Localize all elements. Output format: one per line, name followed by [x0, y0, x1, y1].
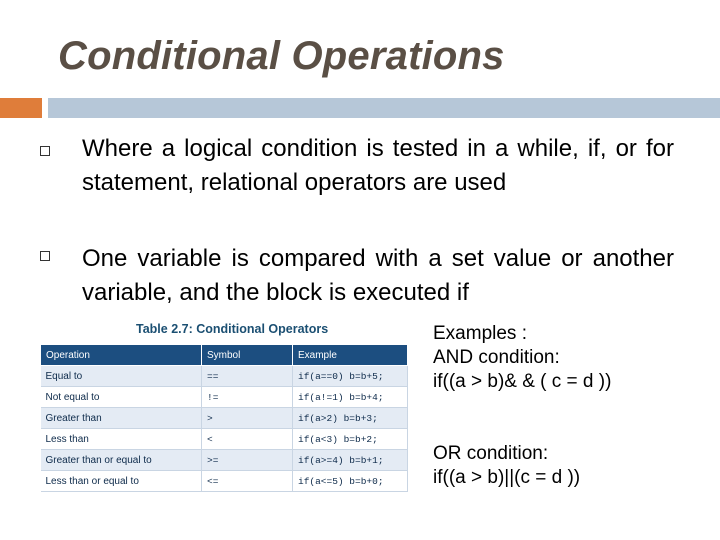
- cell-symbol: >: [202, 408, 293, 429]
- examples-block: [433, 322, 611, 490]
- cell-symbol: <: [202, 429, 293, 450]
- cell-example: if(a>=4) b=b+1;: [293, 450, 408, 471]
- cell-symbol: ==: [202, 366, 293, 387]
- cell-operation: Equal to: [41, 366, 202, 387]
- cell-symbol: !=: [202, 387, 293, 408]
- accent-bar-blue: [48, 98, 720, 118]
- table-row: [41, 450, 408, 471]
- slide-title: Conditional Operations: [58, 34, 505, 78]
- table-row: [41, 366, 408, 387]
- or-condition-code: if((a > b)||(c = d )): [433, 467, 581, 488]
- table-row: [41, 408, 408, 429]
- square-bullet-icon: [40, 251, 50, 261]
- cell-example: if(a!=1) b=b+4;: [293, 387, 408, 408]
- cell-symbol: <=: [202, 471, 293, 492]
- table-caption: Table 2.7: Conditional Operators: [136, 322, 329, 336]
- conditional-operators-table-image: [40, 318, 408, 496]
- cell-operation: Greater than or equal to: [41, 450, 202, 471]
- cell-example: if(a<=5) b=b+0;: [293, 471, 408, 492]
- cell-operation: Greater than: [41, 408, 202, 429]
- cell-operation: Not equal to: [41, 387, 202, 408]
- cell-example: if(a>2) b=b+3;: [293, 408, 408, 429]
- bullet-text-2: One variable is compared with a set value or another variable, and the block is executed if: [82, 245, 674, 306]
- cell-example: if(a==0) b=b+5;: [293, 366, 408, 387]
- square-bullet-icon: [40, 146, 50, 156]
- and-condition-label: AND condition:: [433, 347, 560, 368]
- cell-example: if(a<3) b=b+2;: [293, 429, 408, 450]
- accent-bar-orange: [0, 98, 42, 118]
- table-row: [41, 429, 408, 450]
- conditional-operators-table: [40, 344, 408, 492]
- cell-symbol: >=: [202, 450, 293, 471]
- or-condition-label: OR condition:: [433, 443, 549, 464]
- cell-operation: Less than or equal to: [41, 471, 202, 492]
- table-header-row: [41, 345, 408, 366]
- column-header-symbol: Symbol: [202, 345, 293, 366]
- column-header-operation: Operation: [41, 345, 202, 366]
- and-condition-code: if((a > b)& & ( c = d )): [433, 371, 612, 392]
- table-row: [41, 471, 408, 492]
- examples-heading: Examples :: [433, 323, 527, 344]
- cell-operation: Less than: [41, 429, 202, 450]
- bullet-text-1: Where a logical condition is tested in a while, if, or for statement, relational operators are used: [82, 135, 674, 196]
- column-header-example: Example: [293, 345, 408, 366]
- table-row: [41, 387, 408, 408]
